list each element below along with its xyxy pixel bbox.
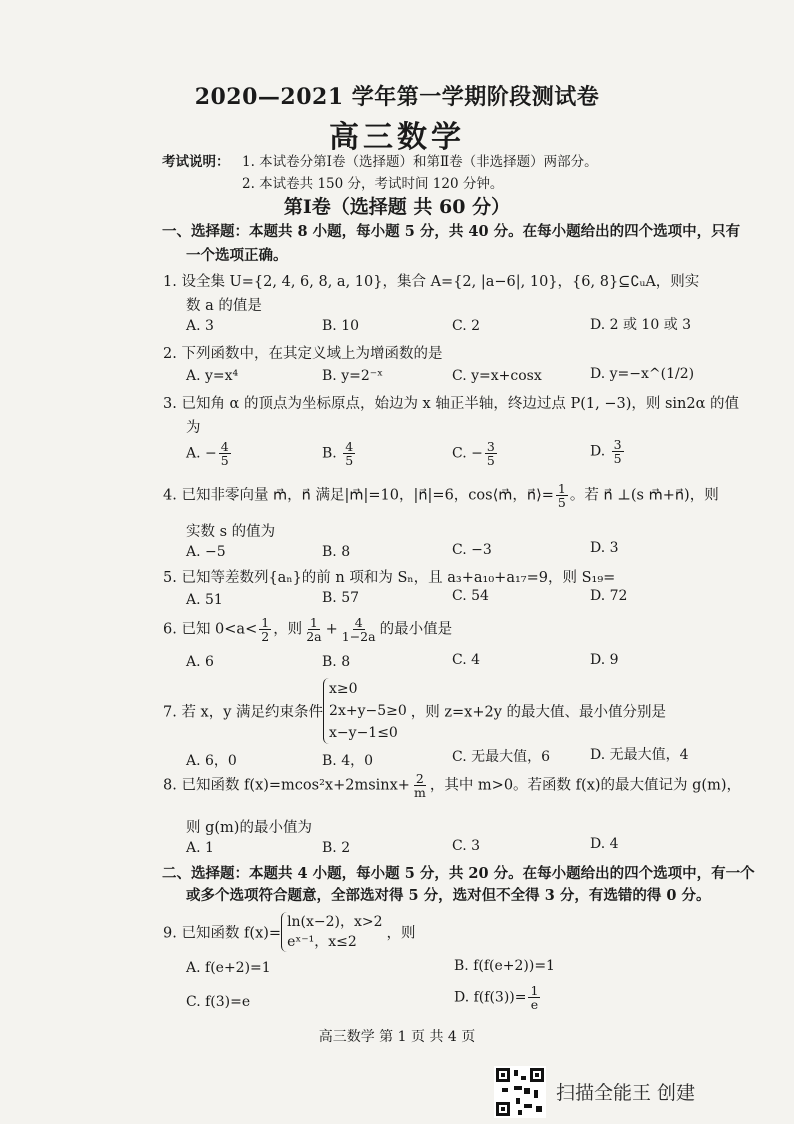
- question-8-stem-cont: 则 g(m)的最小值为: [186, 820, 312, 836]
- question-6-stem: 6. 已知 0<a< $\frac{1}{2}$ ，则 $\frac{1}{2a}$ + $\frac{4}{1-2a}$ 的最小值是: [163, 615, 453, 645]
- question-3-option-c: C. − $\frac{3}{5}$: [452, 439, 495, 469]
- fraction: $\frac{1}{5}$: [557, 481, 566, 511]
- question-1-option-a: A. 3: [186, 318, 214, 334]
- question-8-option-a: A. 1: [186, 840, 214, 856]
- piecewise-function: ln(x−2)，x>2 eˣ⁻¹，x≤2: [281, 912, 386, 952]
- fraction: $\frac{1}{e}$: [530, 983, 539, 1013]
- question-2-option-a: A. y=x⁴: [186, 368, 239, 384]
- fraction: $\frac{4}{5}$: [220, 439, 229, 469]
- question-9-option-c: C. f(3)=e: [186, 994, 251, 1010]
- question-4-stem-cont: 实数 s 的值为: [186, 524, 276, 540]
- question-9-stem: 9. 已知函数 f(x)= ln(x−2)，x>2 eˣ⁻¹，x≤2 ，则: [163, 914, 416, 950]
- question-5-option-a: A. 51: [186, 592, 223, 608]
- question-2-stem: 2. 下列函数中，在其定义域上为增函数的是: [163, 346, 443, 362]
- fraction: $\frac{1}{2a}$: [306, 615, 322, 645]
- part-2-heading-line-2: 或多个选项符合题意，全部选对得 5 分，选对但不全得 3 分，有选错的得 0 分。: [186, 887, 711, 904]
- question-7-stem: 7. 若 x，y 满足约束条件 x≥0 2x+y−5≥0 x−y−1≤0 ，则 z=x+2y 的最大值、最小值分别是: [163, 678, 666, 744]
- instructions-line-2: 2. 本试卷共 150 分，考试时间 120 分钟。: [242, 176, 504, 192]
- fraction: $\frac{2}{m}$: [413, 771, 426, 801]
- question-7-option-b: B. 4，0: [322, 753, 374, 769]
- question-5-option-b: B. 57: [322, 590, 360, 606]
- instructions-label: 考试说明：: [162, 154, 230, 170]
- question-1-option-b: B. 10: [322, 318, 360, 334]
- question-7-option-d: D. 无最大值，4: [590, 747, 689, 763]
- question-3-option-d: D. $\frac{3}{5}$: [590, 437, 622, 467]
- qr-code-icon: [494, 1066, 546, 1118]
- question-8-stem: 8. 已知函数 f(x)=mcos²x+2msinx+ $\frac{2}{m}$ ，其中 m>0。若函数 f(x)的最大值记为 g(m)，: [163, 771, 741, 801]
- question-1-stem: 1. 设全集 U={2, 4, 6, 8, a, 10}，集合 A={2, |a−6|, 10}，{6, 8}⊆∁ᵤA，则实: [163, 274, 700, 290]
- question-1-option-d: D. 2 或 10 或 3: [590, 317, 692, 333]
- question-4-option-c: C. −3: [452, 542, 492, 558]
- scanner-watermark: 扫描全能王 创建: [556, 1082, 696, 1104]
- fraction: $\frac{4}{1-2a}$: [341, 615, 376, 645]
- fraction: $\frac{3}{5}$: [613, 437, 622, 467]
- instructions-line-1: 1. 本试卷分第Ⅰ卷（选择题）和第Ⅱ卷（非选择题）两部分。: [242, 154, 598, 170]
- question-5-option-c: C. 54: [452, 588, 489, 604]
- section-1-title: 第Ⅰ卷（选择题 共 60 分）: [283, 196, 511, 218]
- question-1-stem-cont: 数 a 的值是: [186, 298, 262, 314]
- question-8-option-c: C. 3: [452, 838, 481, 854]
- part-1-heading-line-2: 一个选项正确。: [186, 247, 288, 264]
- fraction: $\frac{1}{2}$: [261, 615, 270, 645]
- question-7-option-a: A. 6，0: [186, 753, 237, 769]
- question-4-option-b: B. 8: [322, 544, 351, 560]
- constraint-system: x≥0 2x+y−5≥0 x−y−1≤0: [323, 678, 411, 744]
- question-6-option-a: A. 6: [186, 654, 214, 670]
- question-2-option-d: D. y=−x^(1/2): [590, 366, 695, 382]
- part-1-heading-line-1: 一、选择题：本题共 8 小题，每小题 5 分，共 40 分。在每小题给出的四个选项中，只有: [162, 223, 741, 240]
- question-8-option-d: D. 4: [590, 836, 619, 852]
- question-9-option-b: B. f(f(e+2))=1: [454, 958, 555, 974]
- question-6-option-b: B. 8: [322, 654, 351, 670]
- exam-title: 2020—2021 学年第一学期阶段测试卷: [194, 84, 600, 110]
- question-1-option-c: C. 2: [452, 318, 481, 334]
- question-7-option-c: C. 无最大值，6: [452, 749, 551, 765]
- page-footer: 高三数学 第 1 页 共 4 页: [318, 1029, 476, 1045]
- question-9-option-a: A. f(e+2)=1: [186, 960, 271, 976]
- question-8-option-b: B. 2: [322, 840, 351, 856]
- question-3-stem: 3. 已知角 α 的顶点为坐标原点，始边为 x 轴正半轴，终边过点 P(1, −3)，则 sin2α 的值: [163, 396, 739, 412]
- subject-title: 高三数学: [329, 120, 465, 155]
- question-4-option-a: A. −5: [186, 544, 226, 560]
- question-3-option-a: A. − $\frac{4}{5}$: [186, 439, 229, 469]
- fraction: $\frac{4}{5}$: [345, 439, 354, 469]
- question-6-option-c: C. 4: [452, 652, 481, 668]
- question-5-stem: 5. 已知等差数列{aₙ}的前 n 项和为 Sₙ，且 a₃+a₁₀+a₁₇=9，则 S₁₉=: [163, 570, 616, 586]
- question-4-option-d: D. 3: [590, 540, 619, 556]
- question-3-option-b: B. $\frac{4}{5}$: [322, 439, 354, 469]
- fraction: $\frac{3}{5}$: [486, 439, 495, 469]
- question-5-option-d: D. 72: [590, 588, 628, 604]
- question-2-option-b: B. y=2⁻ˣ: [322, 368, 384, 384]
- question-2-option-c: C. y=x+cosx: [452, 368, 542, 384]
- question-3-stem-cont: 为: [186, 420, 201, 436]
- part-2-heading-line-1: 二、选择题：本题共 4 小题，每小题 5 分，共 20 分。在每小题给出的四个选项中，有一个: [162, 865, 755, 882]
- question-9-option-d: D. f(f(3))= $\frac{1}{e}$: [454, 983, 539, 1013]
- question-6-option-d: D. 9: [590, 652, 619, 668]
- question-4-stem: 4. 已知非零向量 m⃗，n⃗ 满足|m⃗|=10，|n⃗|=6，cos⟨m⃗，n⃗⟩= $\frac{1}{5}$ 。若 n⃗ ⊥(s m⃗+n⃗)，则: [163, 481, 719, 511]
